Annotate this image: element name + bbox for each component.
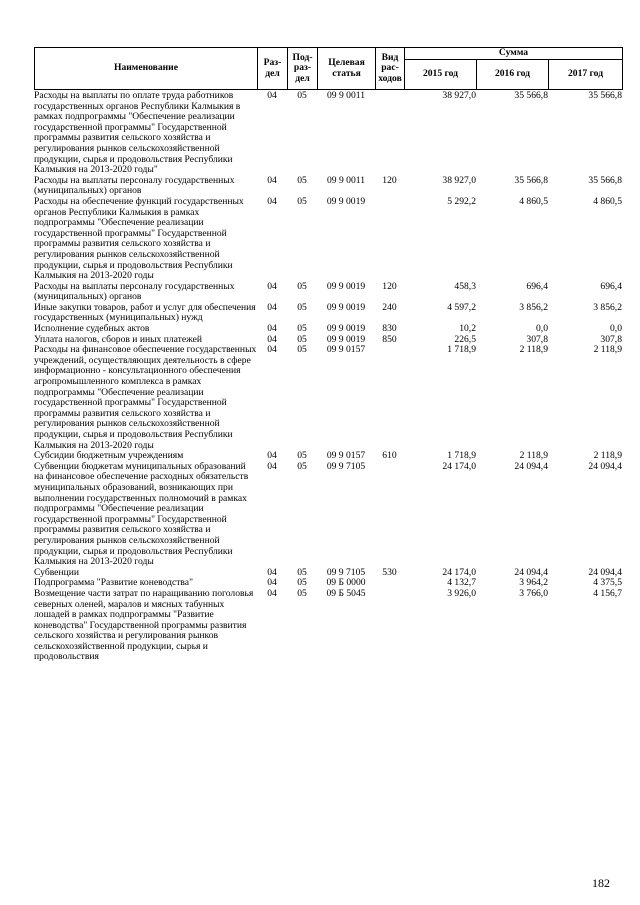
row-podrazdel: 05 [297, 460, 307, 472]
row-2015: 4 132,7 [447, 577, 476, 589]
row-name: Расходы на выплаты персоналу государственных (муниципальных) органов [34, 280, 235, 303]
row-podrazdel: 05 [297, 577, 307, 589]
header-2017: 2017 год [549, 60, 623, 90]
row-2015: 4 597,2 [447, 301, 476, 313]
row-vid [375, 91, 404, 176]
row-razdel: 04 [267, 195, 277, 207]
header-2016: 2016 год [477, 60, 549, 90]
row-name: Возмещение части затрат по наращиванию поголовья северных оленей, маралов и мясных табунных лошадей в рамках подпрограммы "Развитие коневодства" Государственной программы развития сельского хозяйства и регулирования рынков сельскохозяйственной продукции, сырья и продовольствия [34, 587, 254, 663]
row-vid [375, 578, 404, 589]
header-podrazdel: Под- раз- дел [288, 48, 318, 90]
row-2017: 0,0 [610, 323, 622, 335]
row-podrazdel: 05 [297, 90, 307, 101]
header-2015: 2015 год [405, 60, 477, 90]
row-razdel: 04 [267, 323, 277, 335]
row-vid [375, 462, 404, 568]
row-2015: 458,3 [454, 280, 476, 292]
row-name: Расходы на выплаты по оплате труда работников государственных органов Республики Калмыкия в рамках подпрограммы "Обеспечение реализации государственной программы" Государственной программы развития сельского хозяйства и регулирования рынков сельскохозяйственной продукции, сырья и продовольствия Республики Калмыкия на 2013-2020 годы" [34, 90, 241, 176]
row-name: Расходы на финансовое обеспечение государственных учреждений, осуществляющих деятельность в сфере информационно - консультационного обеспечения агропромышленного комплекса в рамках подпрограммы "Обеспечение реализации государственной программы" Государственной программы развития сельского хозяйства и регулирования рынков сельскохозяйственной продукции, сырья и продовольствия Республики Калмыкия на 2013-2020 годы [34, 344, 257, 451]
row-podrazdel: 05 [297, 323, 307, 335]
row-2016: 35 566,8 [514, 90, 548, 101]
row-2015: 1 718,9 [447, 344, 476, 356]
row-2016: 0,0 [536, 323, 548, 335]
row-target: 09 Б 0000 [326, 577, 366, 589]
table-row [34, 462, 622, 568]
row-name: Субсидии бюджетным учреждениям [34, 450, 184, 462]
row-2017: 2 118,9 [593, 450, 622, 462]
row-target: 09 9 0157 [326, 344, 366, 356]
row-podrazdel: 05 [297, 344, 307, 356]
row-vid: 610 [382, 450, 397, 462]
row-2016: 307,8 [526, 333, 548, 345]
row-2016: 696,4 [526, 280, 548, 292]
row-2017: 3 856,2 [593, 301, 622, 313]
row-podrazdel: 05 [297, 174, 307, 186]
row-target: 09 Б 5045 [326, 587, 366, 599]
row-razdel: 04 [267, 90, 277, 101]
row-name: Субвенции [34, 566, 79, 578]
row-name: Исполнение судебных актов [34, 323, 150, 335]
row-2016: 2 118,9 [519, 344, 548, 356]
row-2017: 35 566,8 [588, 90, 622, 101]
row-2017: 35 566,8 [588, 174, 622, 186]
row-podrazdel: 05 [297, 333, 307, 345]
row-2016: 24 094,4 [514, 460, 548, 472]
row-2016: 4 860,5 [519, 195, 548, 207]
header-summa: Сумма [405, 48, 623, 60]
row-2015: 10,2 [459, 323, 476, 335]
row-razdel: 04 [267, 460, 277, 472]
row-vid [375, 345, 404, 451]
row-name: Уплата налогов, сборов и иных платежей [34, 333, 203, 345]
row-2016: 2 118,9 [519, 450, 548, 462]
header-vid: Вид рас- ходов [376, 48, 405, 90]
row-podrazdel: 05 [297, 195, 307, 207]
row-target: 09 9 0019 [326, 280, 366, 292]
row-razdel: 04 [267, 450, 277, 462]
row-2017: 24 094,4 [588, 460, 622, 472]
row-2015: 3 926,0 [447, 587, 476, 599]
row-2017: 4 156,7 [593, 587, 622, 599]
row-name: Иные закупки товаров, работ и услуг для обеспечения государственных (муниципальных) нужд [34, 301, 256, 324]
row-vid: 830 [382, 323, 397, 335]
row-2015: 24 174,0 [442, 460, 476, 472]
row-2017: 307,8 [600, 333, 622, 345]
row-razdel: 04 [267, 587, 277, 599]
row-name: Расходы на выплаты персоналу государственных (муниципальных) органов [34, 174, 235, 197]
row-2015: 38 927,0 [442, 90, 476, 101]
row-name: Расходы на обеспечение функций государственных органов Республики Калмыкия в рамках подпрограммы "Обеспечение реализации государственной программы" Государственной программы развития сельского хозяйства и регулирования рынков сельскохозяйственной продукции, сырья и продовольствия Республики Калмыкия на 2013-2020 годы [34, 195, 244, 282]
row-2015: 24 174,0 [442, 566, 476, 578]
row-2017: 4 860,5 [593, 195, 622, 207]
row-2015: 5 292,2 [447, 195, 476, 207]
row-razdel: 04 [267, 280, 277, 292]
row-razdel: 04 [267, 174, 277, 186]
row-2016: 3 856,2 [519, 301, 548, 313]
row-2017: 696,4 [600, 280, 622, 292]
row-2015: 1 718,9 [447, 450, 476, 462]
row-target: 09 9 0019 [326, 195, 366, 207]
row-target: 09 9 0011 [326, 90, 366, 101]
row-razdel: 04 [267, 577, 277, 589]
row-podrazdel: 05 [297, 301, 307, 313]
row-target: 09 9 0019 [326, 301, 366, 313]
row-vid [375, 197, 404, 282]
row-target: 09 9 0157 [326, 450, 366, 462]
row-razdel: 04 [267, 333, 277, 345]
row-target: 09 9 7105 [326, 460, 366, 472]
table-row [34, 176, 622, 197]
row-vid: 240 [382, 301, 397, 313]
table-header [34, 47, 623, 90]
table-row [34, 197, 622, 282]
row-2017: 24 094,4 [588, 566, 622, 578]
row-vid: 120 [382, 174, 397, 186]
row-target: 09 9 7105 [326, 566, 366, 578]
row-razdel: 04 [267, 301, 277, 313]
row-razdel: 04 [267, 566, 277, 578]
row-2016: 3 964,2 [519, 577, 548, 589]
header-razdel: Раз- дел [258, 48, 288, 90]
row-vid [375, 589, 404, 663]
table-row [34, 303, 622, 324]
row-podrazdel: 05 [297, 566, 307, 578]
row-target: 09 9 0011 [326, 174, 366, 186]
row-2015: 226,5 [454, 333, 476, 345]
budget-table [34, 91, 622, 663]
row-podrazdel: 05 [297, 587, 307, 599]
table-row [34, 589, 622, 663]
row-target: 09 9 0019 [326, 323, 366, 335]
row-podrazdel: 05 [297, 280, 307, 292]
row-podrazdel: 05 [297, 450, 307, 462]
header-name: Наименование [35, 48, 258, 90]
row-2017: 2 118,9 [593, 344, 622, 356]
row-vid: 530 [382, 566, 397, 578]
row-2015: 38 927,0 [442, 174, 476, 186]
table-row [34, 345, 622, 451]
row-2016: 24 094,4 [514, 566, 548, 578]
header-target: Целевая статья [318, 48, 376, 90]
row-vid: 120 [382, 280, 397, 292]
row-name: Субвенции бюджетам муниципальных образований на финансовое обеспечение расходных обязательств муниципальных образований, возникающих при выполнении государственных полномочий в рамках подпрограммы "Обеспечение реализации государственной программы" Государственной программы развития сельского хозяйства и регулирования рынков сельскохозяйственной продукции, сырья и продовольствия Республики Калмыкия на 2013-2020 годы [34, 460, 249, 568]
table-row [34, 282, 622, 303]
row-2016: 3 766,0 [519, 587, 548, 599]
table-row [34, 91, 622, 176]
row-vid: 850 [382, 333, 397, 345]
row-razdel: 04 [267, 344, 277, 356]
page-number: 182 [592, 876, 610, 890]
row-target: 09 9 0019 [326, 333, 366, 345]
row-2017: 4 375,5 [593, 577, 622, 589]
row-name: Подпрограмма "Развитие коневодства" [34, 577, 193, 589]
row-2016: 35 566,8 [514, 174, 548, 186]
